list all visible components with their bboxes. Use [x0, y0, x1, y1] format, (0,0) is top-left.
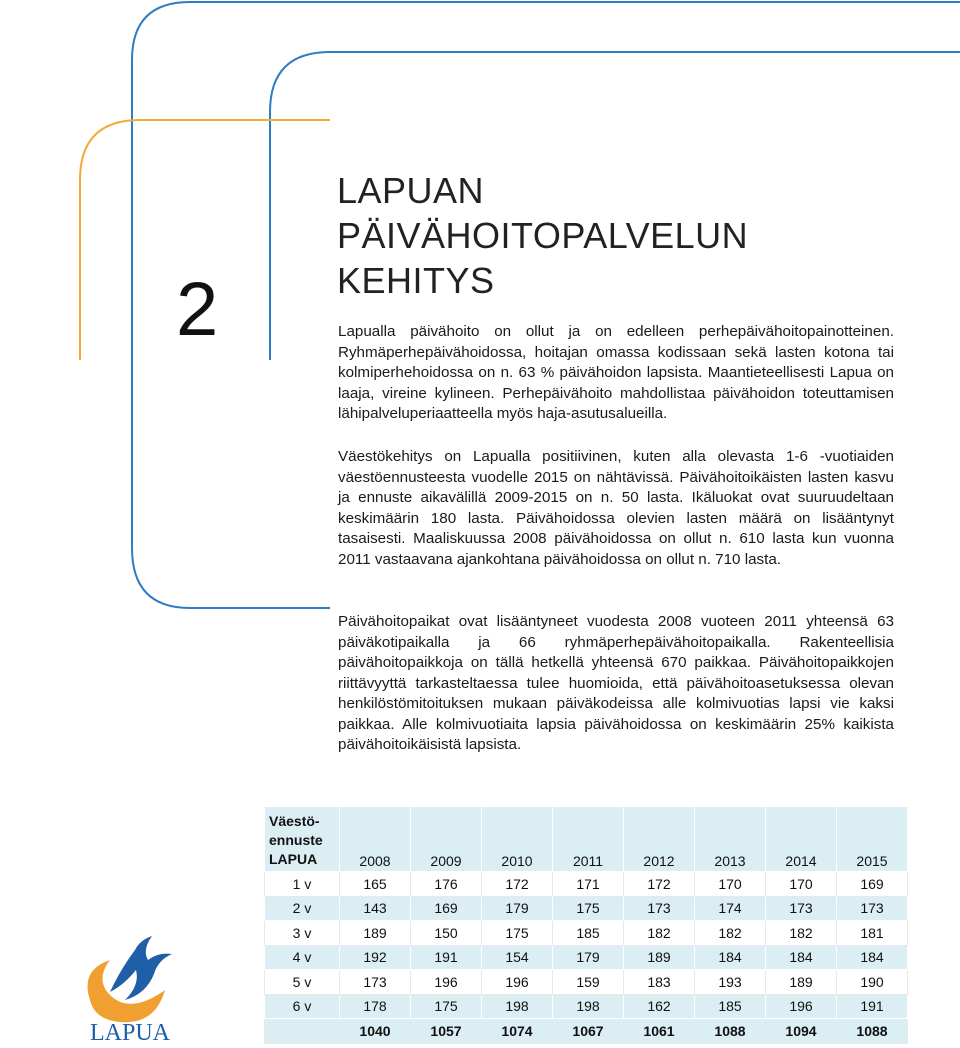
table-cell: 191 [411, 945, 482, 970]
age-label: 5 v [265, 970, 340, 995]
table-cell: 183 [624, 970, 695, 995]
total-cell: 1057 [411, 1019, 482, 1044]
age-label: 3 v [265, 921, 340, 946]
chapter-title-line: KEHITYS [337, 260, 495, 301]
table-cell: 179 [553, 945, 624, 970]
table-row [265, 896, 908, 921]
table-cell: 169 [837, 872, 908, 897]
age-label: 2 v [265, 896, 340, 921]
table-cell: 190 [837, 970, 908, 995]
table-cell: 178 [340, 994, 411, 1019]
year-header: 2014 [766, 807, 837, 872]
table-cell: 184 [837, 945, 908, 970]
table-row [265, 970, 908, 995]
year-header: 2009 [411, 807, 482, 872]
table-cell: 181 [837, 921, 908, 946]
table-cell: 150 [411, 921, 482, 946]
logo-text: LAPUA [89, 1020, 171, 1045]
table-cell: 173 [340, 970, 411, 995]
table-cell: 189 [624, 945, 695, 970]
table-cell: 182 [695, 921, 766, 946]
year-header: 2008 [340, 807, 411, 872]
table-cell: 143 [340, 896, 411, 921]
table-cell: 165 [340, 872, 411, 897]
lapua-logo [80, 930, 180, 1045]
table-cell: 184 [695, 945, 766, 970]
table-header-label [265, 807, 340, 872]
table-cell: 184 [766, 945, 837, 970]
year-header: 2013 [695, 807, 766, 872]
table-cell: 179 [482, 896, 553, 921]
table-total-row [265, 1019, 908, 1044]
total-cell: 1061 [624, 1019, 695, 1044]
table-row [265, 945, 908, 970]
table-cell: 196 [411, 970, 482, 995]
table-row [265, 994, 908, 1019]
header-label-line: Väestö- [269, 813, 320, 829]
table-cell: 176 [411, 872, 482, 897]
table-cell: 193 [695, 970, 766, 995]
table-cell: 172 [624, 872, 695, 897]
chapter-number: 2 [176, 267, 219, 352]
year-header: 2012 [624, 807, 695, 872]
table-cell: 170 [766, 872, 837, 897]
logo-blue-bird-icon [110, 936, 172, 1000]
table-cell: 185 [553, 921, 624, 946]
table-cell: 198 [553, 994, 624, 1019]
paragraph-intro: Lapualla päivähoito on ollut ja on edelleen perhepäivähoitopainotteinen. Ryhmäperhepäivähoidossa, hoitajan omassa kodissaan sekä lasten kotona tai kolmiperhehoidossa on n. 63 % päivähoidon lapsista. Maantieteellisesti Lapua on laaja, vireine kylineen. Perhepäivähoito mahdollistaa päivähoidon toteuttamisen lähipalveluperiaatteella myös haja-asutusalueilla. [338, 323, 894, 422]
year-header: 2010 [482, 807, 553, 872]
population-forecast-table [264, 806, 908, 1044]
age-label: 1 v [265, 872, 340, 897]
total-cell: 1074 [482, 1019, 553, 1044]
chapter-title-line: PÄIVÄHOITOPALVELUN [337, 215, 749, 256]
chapter-title-line: LAPUAN [337, 170, 485, 211]
table-cell: 189 [340, 921, 411, 946]
table-cell: 173 [766, 896, 837, 921]
table-header-row [265, 807, 908, 872]
table-cell: 189 [766, 970, 837, 995]
table-cell: 196 [766, 994, 837, 1019]
header-label-line: ennuste [269, 832, 323, 848]
chapter-title [337, 168, 748, 303]
total-label-empty [265, 1019, 340, 1044]
table-cell: 192 [340, 945, 411, 970]
table-cell: 154 [482, 945, 553, 970]
year-header: 2011 [553, 807, 624, 872]
paragraph-daycare-places: Päivähoitopaikat ovat lisääntyneet vuodesta 2008 vuoteen 2011 yhteensä 63 päiväkotipaikalla ja 66 ryhmäperhepäivähoitopaikalla. Rakenteellisia päivähoitopaikkoja on tällä hetkellä yhteensä 670 paikkaa. Päivähoitopaikkojen riittävyyttä tarkasteltaessa tulee huomioida, että päivähoitoasetuksessa olevan henkilöstömitoituksen mukaan päiväkodeissa alle kolmivuotias lapsi vie kaksi paikkaa. Alle kolmivuotiaita lapsia päivähoidossa on keskimäärin 25% kaikista päivähoitoikäisistä lapsista. [338, 613, 894, 753]
table-cell: 182 [766, 921, 837, 946]
table-cell: 191 [837, 994, 908, 1019]
total-cell: 1088 [695, 1019, 766, 1044]
table-cell: 169 [411, 896, 482, 921]
table-cell: 185 [695, 994, 766, 1019]
total-cell: 1067 [553, 1019, 624, 1044]
table-cell: 175 [482, 921, 553, 946]
age-label: 6 v [265, 994, 340, 1019]
table-row [265, 921, 908, 946]
table-cell: 198 [482, 994, 553, 1019]
age-label: 4 v [265, 945, 340, 970]
table-cell: 175 [411, 994, 482, 1019]
table-cell: 182 [624, 921, 695, 946]
paragraph-population: Väestökehitys on Lapualla positiivinen, kuten alla olevasta 1-6 -vuotiaiden väestöennusteesta vuodelle 2015 on nähtävissä. Päivähoitoikäisten lasten kasvu ja ennuste aikavälillä 2009-2015 on n. 50 lasta. Ikäluokat ovat suuruudeltaan keskimäärin 180 lasta. Päivähoidossa olevien lasten määrä on lisääntynyt tasaisesti. Maaliskuussa 2008 päivähoidossa on ollut n. 610 lasta kun vuonna 2011 vastaavana ajankohtana päivähoidossa on ollut n. 710 lasta. [338, 448, 894, 568]
header-label-line: LAPUA [269, 851, 318, 867]
total-cell: 1040 [340, 1019, 411, 1044]
table-row [265, 872, 908, 897]
table-cell: 174 [695, 896, 766, 921]
table-cell: 170 [695, 872, 766, 897]
total-cell: 1088 [837, 1019, 908, 1044]
table-cell: 162 [624, 994, 695, 1019]
table-cell: 175 [553, 896, 624, 921]
table-cell: 172 [482, 872, 553, 897]
table-cell: 173 [624, 896, 695, 921]
total-cell: 1094 [766, 1019, 837, 1044]
table-cell: 173 [837, 896, 908, 921]
table-cell: 159 [553, 970, 624, 995]
table-cell: 171 [553, 872, 624, 897]
year-header: 2015 [837, 807, 908, 872]
table-cell: 196 [482, 970, 553, 995]
